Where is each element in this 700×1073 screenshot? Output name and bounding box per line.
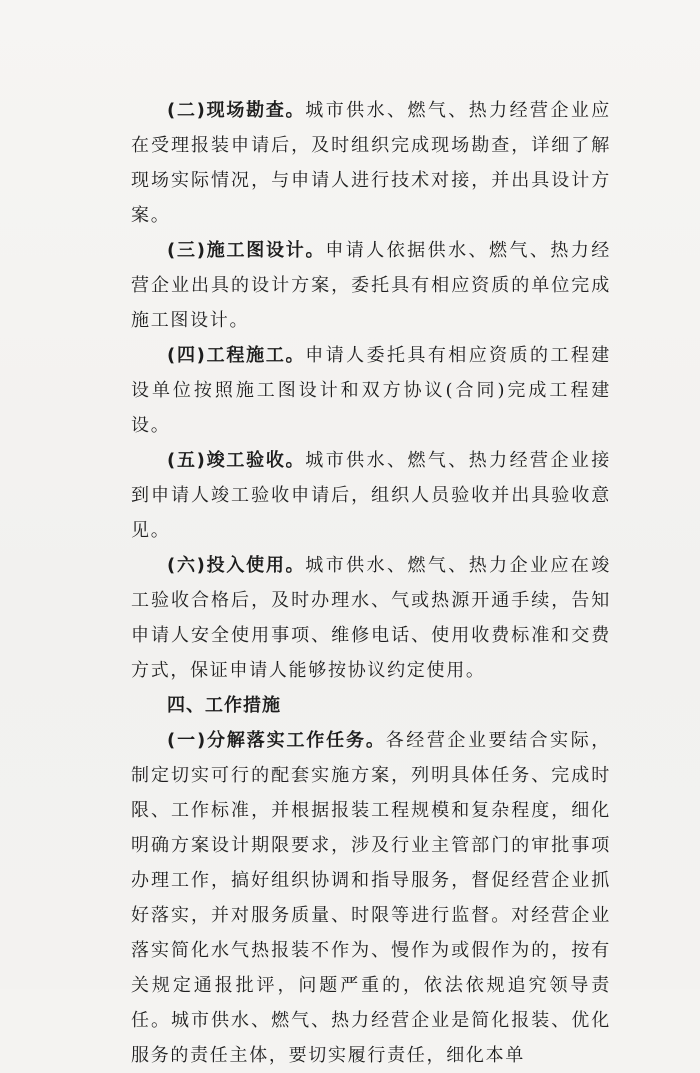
text-acceptance: 城市供水、燃气、热力经营企业接到申请人竣工验收申请后，组织人员验收并出具验收意见。	[131, 450, 612, 541]
text-task-breakdown: 各经营企业要结合实际，制定切实可行的配套实施方案，列明具体任务、完成时限、工作标准，并根据报装工程规模和复杂程度，细化明确方案设计期限要求，涉及行业主管部门的审批事项办理工作，搞好组织协调和指导服务，督促经营企业抓好落实，并对服务质量、时限等进行监督。对经营企业落实简化水气热报装不作为、慢作为或假作为的，按有关规定通报批评，问题严重的，依法依规追究领导责任。城市供水、燃气、热力经营企业是简化报装、优化服务的责任主体，要切实履行责任，细化本单	[131, 730, 611, 1066]
text-site-survey: 城市供水、燃气、热力经营企业应在受理报装申请后，及时组织完成现场勘查，详细了解现场实际情况，与申请人进行技术对接，并出具设计方案。	[131, 100, 612, 226]
heading-task-breakdown: (一)分解落实工作任务。	[167, 730, 386, 751]
heading-construction: (四)工程施工。	[167, 345, 306, 366]
text-construction: 申请人委托具有相应资质的工程建设单位按照施工图设计和双方协议(合同)完成工程建设。	[131, 345, 612, 436]
paragraph-construction	[131, 338, 611, 443]
paragraph-acceptance	[131, 443, 611, 548]
paragraph-site-survey	[131, 93, 611, 233]
text-put-into-use: 城市供水、燃气、热力企业应在竣工验收合格后，及时办理水、气或热源开通手续，告知申请人安全使用事项、维修电话、使用收费标准和交费方式，保证申请人能够按协议约定使用。	[131, 555, 612, 681]
heading-put-into-use: (六)投入使用。	[167, 555, 306, 576]
text-construction-drawing: 申请人依据供水、燃气、热力经营企业出具的设计方案，委托具有相应资质的单位完成施工图设计。	[131, 240, 611, 331]
heading-construction-drawing: (三)施工图设计。	[167, 240, 326, 261]
paragraph-construction-drawing	[131, 233, 611, 338]
paragraph-task-breakdown	[131, 723, 611, 1073]
section-title-text: 四、工作措施	[167, 695, 281, 716]
paragraph-put-into-use	[131, 548, 611, 688]
section-title-measures	[131, 688, 611, 723]
heading-site-survey: (二)现场勘查。	[167, 100, 306, 121]
heading-acceptance: (五)竣工验收。	[167, 450, 306, 471]
document-body	[131, 93, 611, 1073]
